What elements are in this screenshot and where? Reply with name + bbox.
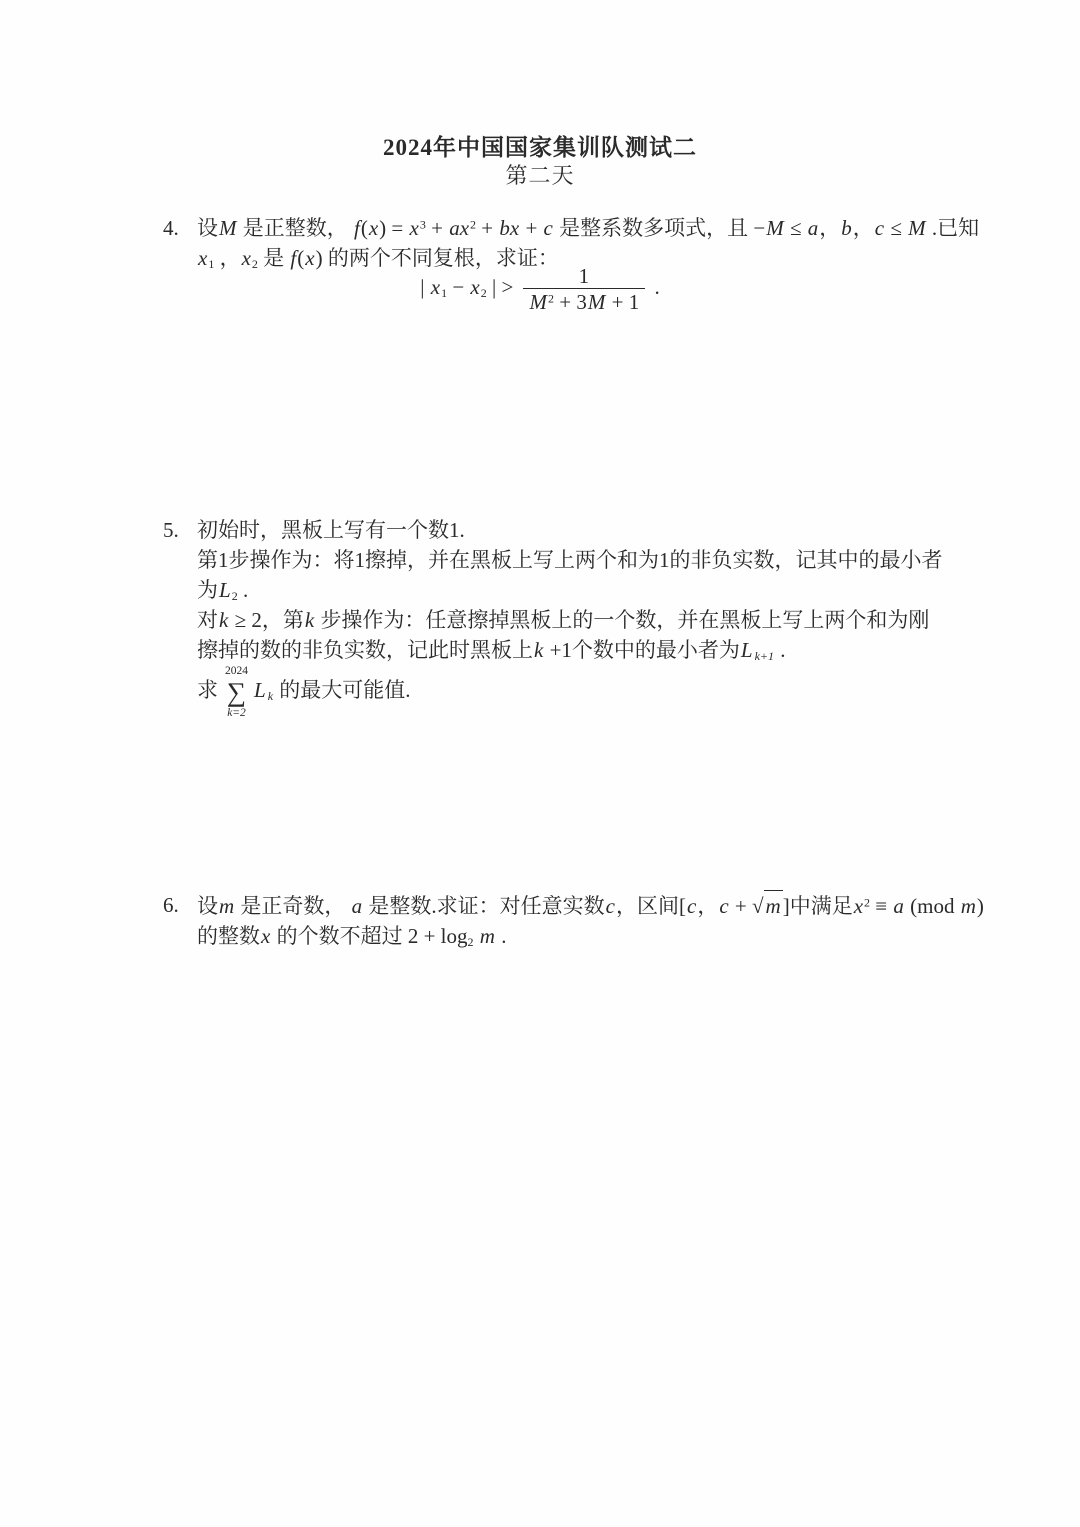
math-run: f [290,246,297,270]
text-run: 1 [578,264,590,288]
denominator [523,288,646,314]
math-run: x [241,246,251,270]
math-run: m [479,924,495,948]
text-run: 对 [197,608,218,632]
superscript: 2 [864,895,871,910]
text-run: 是正整数， [237,216,353,240]
text-run: 是 [257,246,290,270]
radicand: m [764,890,783,921]
text-run: 初始时，黑板上写有一个数1. [197,518,465,542]
subscript: 1 [208,257,215,271]
text-run: (mod [904,894,960,918]
text-run: 的个数不超过 2 + log [271,924,468,948]
text-run: − [447,274,470,299]
problem-4-number: 4. [163,216,179,240]
text-run: ， [819,216,841,240]
math-run: M [587,290,606,314]
text-run: ≤ [784,216,807,240]
math-run: x [368,216,379,240]
text-run: 步操作为：任意擦掉黑板上的一个数，并在黑板上写上两个和为刚 [315,608,930,632]
text-run: + [425,216,449,240]
math-run: bx [499,216,520,240]
text-run: . [237,578,249,602]
math-run: M [219,216,237,240]
radical-sign-icon: √ [752,894,764,918]
text-run: . [649,274,660,299]
subscript: 1 [441,285,448,300]
problem-6-text [197,890,984,951]
math-run: M [766,216,784,240]
text-run: ， [214,246,241,270]
math-run: x [430,274,441,299]
text-run: 擦掉的数的非负实数，记此时黑板上 [197,638,533,662]
problem-line [197,545,963,575]
problem-line [197,635,963,665]
math-run: b [841,216,852,240]
math-run: x [305,246,315,270]
math-run: k [304,608,315,632]
text-run: | [420,274,430,299]
text-run: ≤ [885,216,908,240]
math-run: ax [449,216,470,240]
subscript: 2 [467,935,474,949]
text-run: ，区间[ [616,894,686,918]
text-run: 是正奇数， [235,894,351,918]
text-run: ) [976,894,984,918]
sum-upper-limit: 2024 [225,665,248,677]
text-run: ]中满足 [782,894,853,918]
sum-lower-limit: k=2 [227,706,246,719]
superscript: 3 [419,217,426,232]
problem-6-number: 6. [163,893,179,917]
text-run: ) 的两个不同复根，求证： [315,246,559,270]
math-run: M [529,290,548,314]
math-run: L [254,677,266,702]
problem-5-number: 5. [163,518,179,542]
math-run: m [219,894,235,918]
math-run: k [219,608,229,632]
problem-line [197,921,963,951]
text-run: ， [852,216,874,240]
sigma-icon: ∑ [226,676,247,707]
text-run: +1个数中的最小者为 [544,638,740,662]
subscript: k+1 [754,649,775,663]
math-run: a [893,894,904,918]
text-run: 是整系数多项式，且 − [553,216,766,240]
text-run: + 3 [554,290,587,314]
text-run: . [775,638,786,662]
math-run: k [534,638,544,662]
subscript: 2 [480,285,487,300]
math-run: f [354,216,360,240]
text-run: 是整数.求证：对任意实数 [363,894,605,918]
text-run: + [476,216,499,240]
problem-line [197,665,963,719]
math-run: c [543,216,553,240]
math-run: c [719,894,729,918]
problem-line [197,890,984,921]
text-run: 的整数 [197,924,260,948]
math-run: c [605,894,615,918]
math-run: c [874,216,885,240]
math-run: x [409,216,419,240]
text-run: 设 [197,216,218,240]
text-run: . [495,924,507,948]
subscript: 2 [251,257,258,271]
document-subtitle: 第二天 [505,163,575,188]
text-run: ) = [379,216,409,240]
text-run: 为 [197,578,218,602]
text-run: ( [360,216,368,240]
text-run: ( [297,246,305,270]
math-run: a [807,216,819,240]
math-run: x [261,924,271,948]
problem-line [197,605,963,635]
fraction [523,264,646,314]
math-run: M [908,216,926,240]
text-run: ≡ [870,894,893,918]
math-run: m [960,894,976,918]
text-run: | > [486,274,519,299]
text-run: 的最大可能值. [274,677,411,702]
summation [225,665,248,719]
text-run: 设 [197,894,218,918]
text-run: .已知 [926,216,980,240]
subscript: k [267,688,274,703]
problem-6 [163,890,984,951]
problem-4-display-formula [0,264,1080,314]
problem-5-text [197,515,963,719]
document-title: 2024年中国国家集训队测试二 [383,135,697,160]
math-run: c [687,894,697,918]
superscript: 2 [548,291,555,306]
math-run: x [198,246,208,270]
math-run: L [219,578,231,602]
problem-line [197,213,980,243]
problem-line [197,575,963,605]
text-run: ， [697,894,719,918]
text-run: + [729,894,752,918]
subscript: 2 [231,589,238,603]
math-run: L [740,638,753,662]
superscript: 2 [470,217,477,232]
text-run [474,924,479,948]
text-run: 求 [197,677,218,702]
math-run: a [351,894,363,918]
square-root [752,890,783,921]
math-run: x [853,894,864,918]
text-run: + 1 [606,290,640,314]
numerator [523,264,646,288]
text-run: + [520,216,543,240]
text-run: 第1步操作为：将1擦掉，并在黑板上写上两个和为1的非负实数，记其中的最小者 [197,548,943,572]
text-run: ≥ 2，第 [229,608,304,632]
problem-line [197,515,963,545]
problem-5 [163,515,963,719]
math-run: x [470,274,480,299]
